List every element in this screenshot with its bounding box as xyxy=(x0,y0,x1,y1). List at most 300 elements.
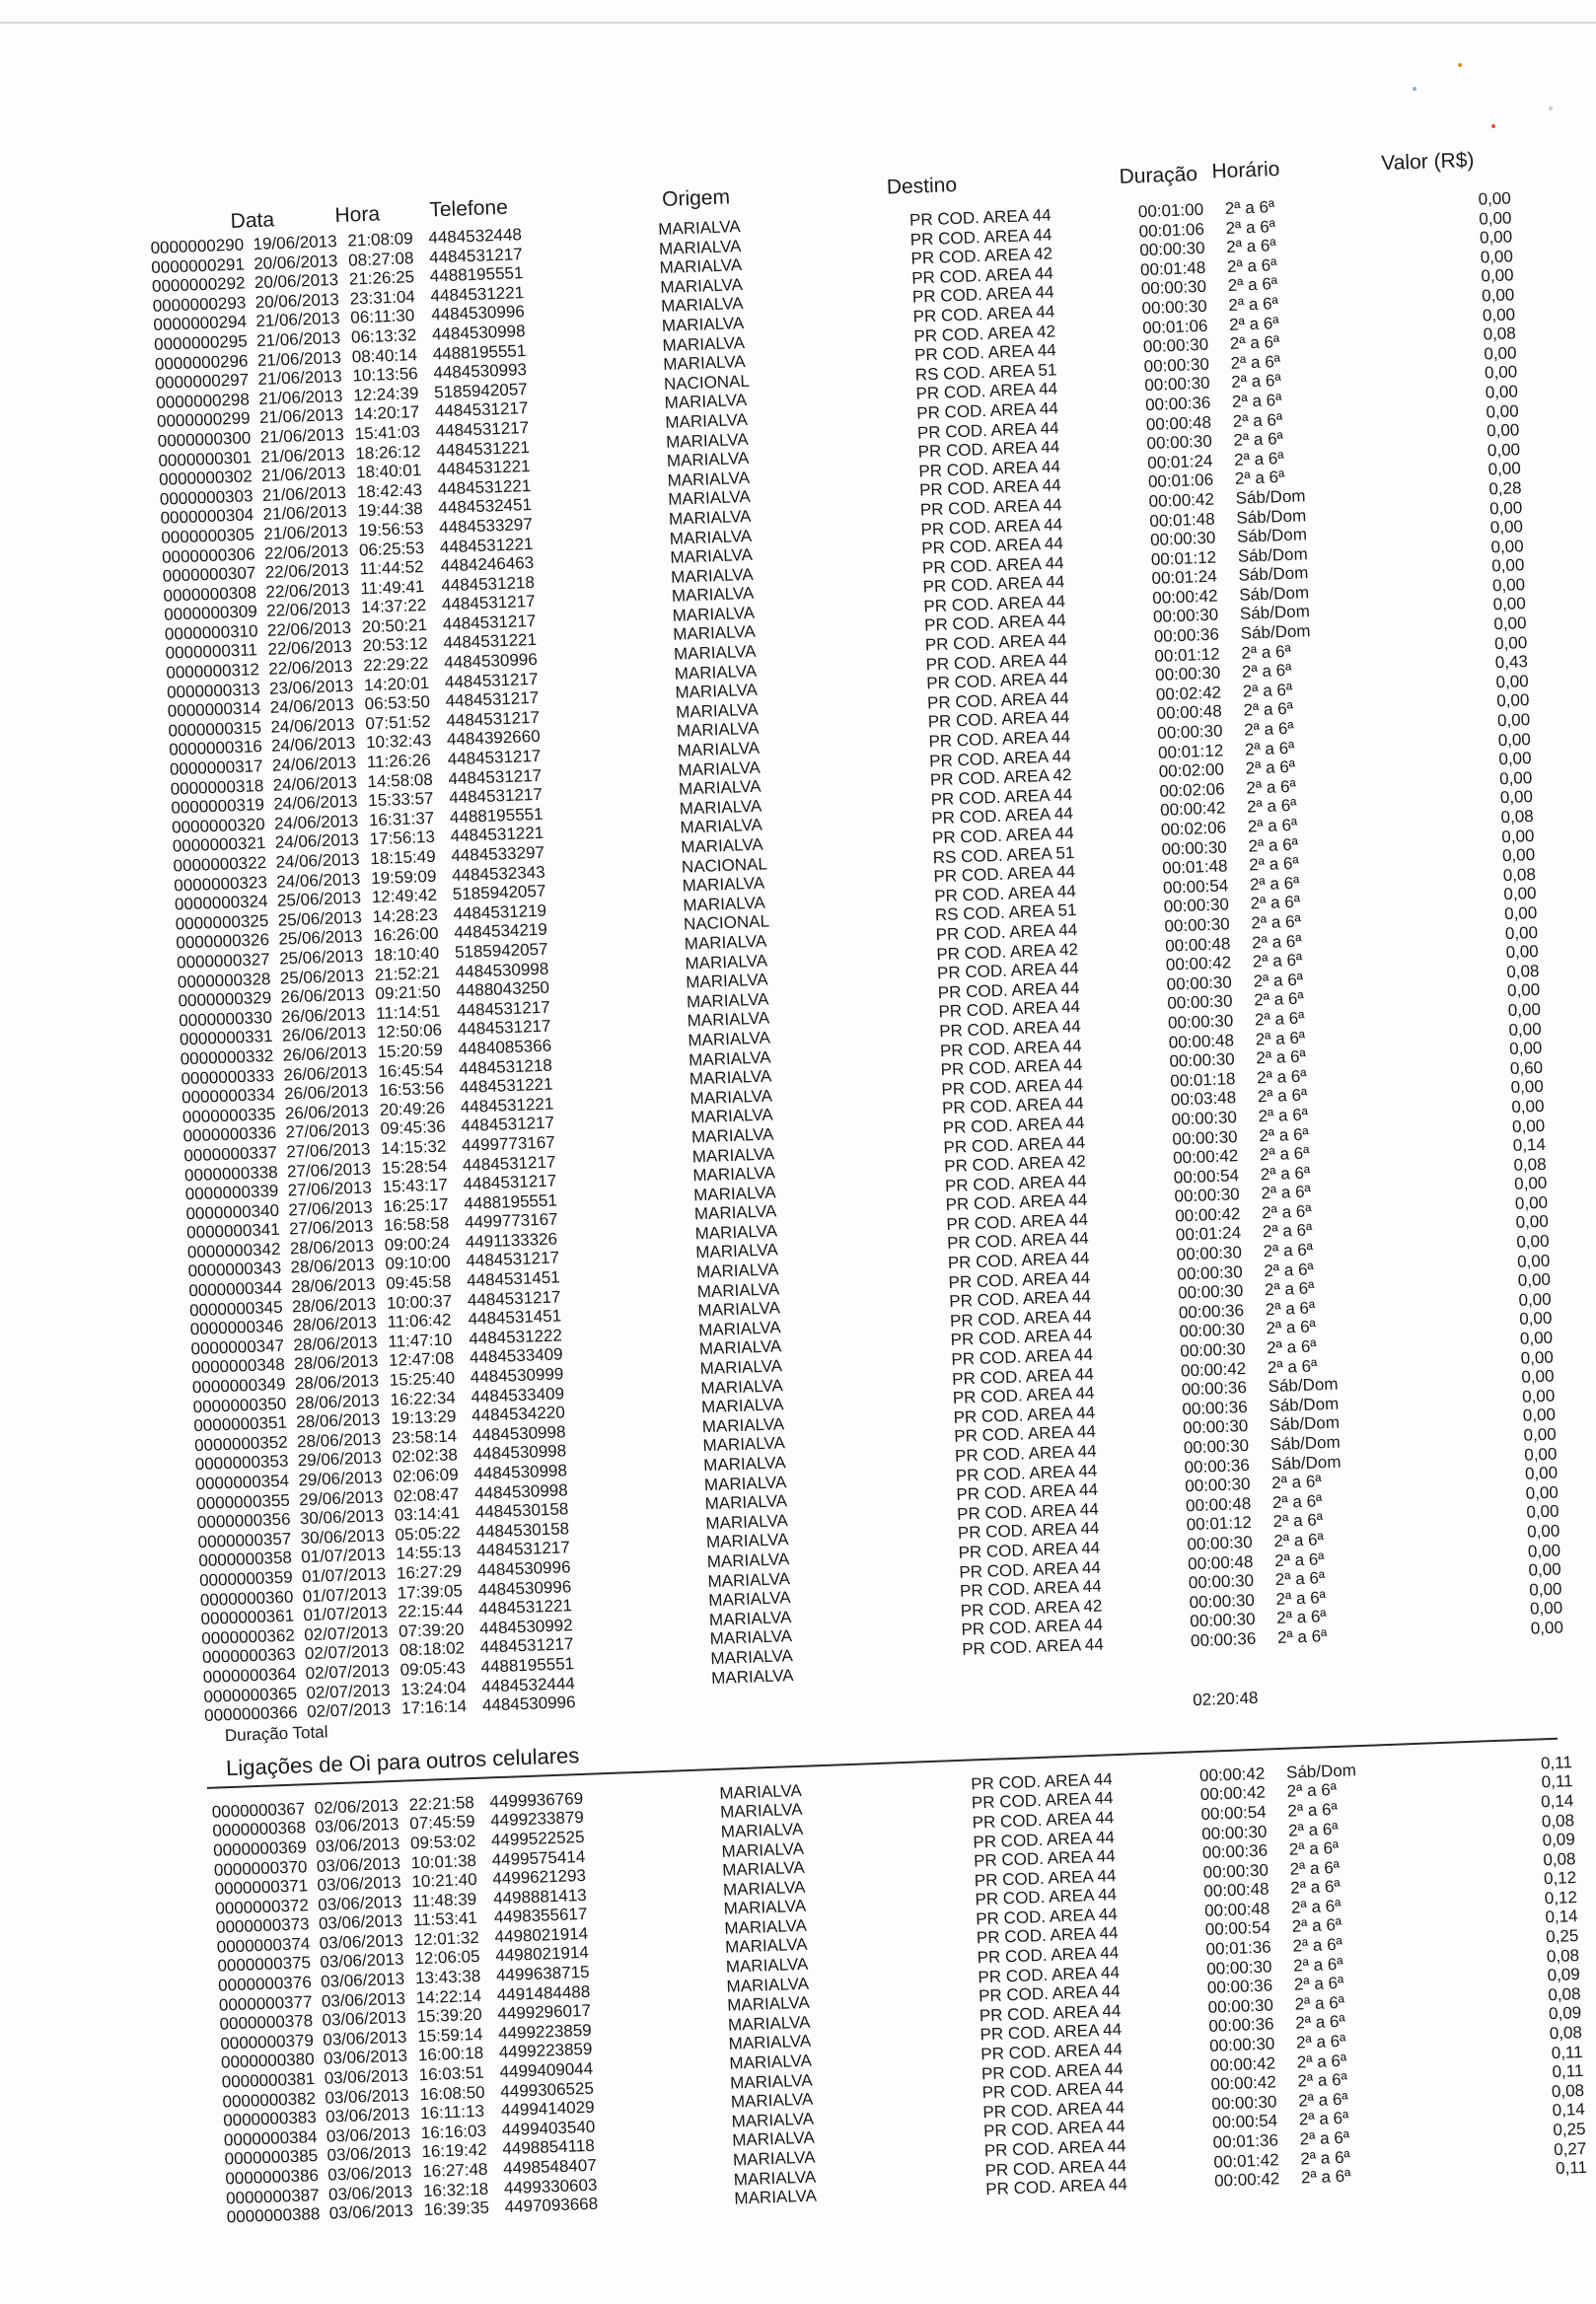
call-origin: MARIALVA xyxy=(686,989,769,1012)
call-value: 0,00 xyxy=(1524,1463,1559,1483)
call-period: 2ª a 6ª xyxy=(1293,1974,1344,1994)
call-period: Sáb/Dom xyxy=(1237,543,1308,566)
call-duration: 00:00:36 xyxy=(1153,624,1220,647)
call-duration: 00:00:42 xyxy=(1174,1204,1241,1226)
call-value: 0,08 xyxy=(1500,806,1535,828)
call-duration: 00:00:30 xyxy=(1167,991,1233,1014)
call-time: 17:16:14 xyxy=(400,1696,468,1718)
call-duration: 00:00:30 xyxy=(1142,334,1209,357)
call-value: 0,00 xyxy=(1522,1404,1557,1426)
call-destination: PR COD. AREA 44 xyxy=(958,1538,1101,1562)
call-value: 0,00 xyxy=(1487,459,1522,479)
call-destination: PR COD. AREA 42 xyxy=(943,1151,1087,1177)
call-phone: 4484531451 xyxy=(466,1267,561,1290)
call-destination: PR COD. AREA 44 xyxy=(911,282,1054,308)
call-date: 26/06/2013 xyxy=(280,1004,366,1027)
call-duration: 00:00:48 xyxy=(1156,701,1223,724)
call-origin: NACIONAL xyxy=(683,911,770,934)
call-id: 0000000304 xyxy=(160,505,254,529)
call-date: 27/06/2013 xyxy=(285,1119,370,1142)
call-duration: 00:00:30 xyxy=(1188,1571,1255,1593)
call-destination: PR COD. AREA 44 xyxy=(959,1557,1102,1582)
call-origin: MARIALVA xyxy=(678,757,762,780)
call-period: 2ª a 6ª xyxy=(1228,313,1279,334)
call-id: 0000000335 xyxy=(181,1104,276,1127)
call-date: 30/06/2013 xyxy=(299,1506,385,1529)
call-date: 03/06/2013 xyxy=(324,2065,409,2088)
header-horario: Horário xyxy=(1211,157,1280,183)
call-destination: PR COD. AREA 44 xyxy=(953,1403,1096,1427)
call-period: 2ª a 6ª xyxy=(1267,1356,1318,1377)
call-destination: PR COD. AREA 44 xyxy=(950,1326,1093,1350)
call-date: 21/06/2013 xyxy=(262,502,347,525)
call-period: 2ª a 6ª xyxy=(1254,1008,1305,1030)
call-id: 0000000351 xyxy=(193,1412,288,1436)
call-time: 09:21:50 xyxy=(375,981,441,1004)
call-value: 0,00 xyxy=(1523,1424,1557,1445)
call-phone: 5185942057 xyxy=(452,881,546,904)
call-date: 24/06/2013 xyxy=(272,772,358,795)
call-date: 28/06/2013 xyxy=(294,1371,380,1394)
call-id: 0000000315 xyxy=(168,718,262,741)
call-value: 0,00 xyxy=(1481,265,1514,286)
call-value: 0,08 xyxy=(1505,961,1540,981)
call-origin: MARIALVA xyxy=(673,622,757,645)
call-duration: 00:00:30 xyxy=(1166,972,1233,994)
call-period: 2ª a 6ª xyxy=(1266,1317,1317,1338)
total-label: Duração Total xyxy=(224,1722,328,1745)
call-value: 0,00 xyxy=(1492,594,1527,614)
call-origin: MARIALVA xyxy=(680,834,763,857)
call-period: 2ª a 6ª xyxy=(1296,2051,1347,2072)
call-origin: MARIALVA xyxy=(693,1201,777,1224)
call-value: 0,00 xyxy=(1506,980,1541,1001)
call-value: 0,00 xyxy=(1516,1251,1551,1271)
call-value: 0,00 xyxy=(1511,1116,1546,1136)
call-period: 2ª a 6ª xyxy=(1247,815,1298,836)
call-destination: PR COD. AREA 44 xyxy=(978,1981,1122,2006)
call-phone: 4499330603 xyxy=(503,2175,598,2197)
call-period: 2ª a 6ª xyxy=(1231,371,1282,393)
call-duration: 00:00:36 xyxy=(1190,1628,1257,1651)
call-phone: 4497093668 xyxy=(504,2194,599,2217)
call-phone: 4484531221 xyxy=(439,534,534,556)
call-destination: RS COD. AREA 51 xyxy=(932,842,1075,867)
call-destination: PR COD. AREA 44 xyxy=(972,1808,1115,1833)
call-destination: PR COD. AREA 44 xyxy=(908,205,1052,230)
call-origin: MARIALVA xyxy=(707,1588,791,1611)
call-date: 03/06/2013 xyxy=(321,1988,406,2011)
call-destination: PR COD. AREA 42 xyxy=(960,1596,1103,1620)
call-time: 19:59:09 xyxy=(370,866,437,888)
call-id: 0000000342 xyxy=(186,1239,281,1262)
call-id: 0000000316 xyxy=(168,737,263,760)
call-period: 2ª a 6ª xyxy=(1227,274,1278,296)
call-id: 0000000370 xyxy=(213,1856,308,1880)
call-origin: MARIALVA xyxy=(724,1935,808,1958)
call-id: 0000000357 xyxy=(197,1529,292,1551)
call-destination: PR COD. AREA 44 xyxy=(913,340,1057,365)
call-period: 2ª a 6ª xyxy=(1300,2166,1351,2188)
call-duration: 00:01:36 xyxy=(1212,2130,1279,2152)
call-time: 11:44:52 xyxy=(359,557,424,579)
total-duration: 02:20:48 xyxy=(1192,1688,1259,1709)
call-phone: 4484531217 xyxy=(448,765,543,788)
call-duration: 00:00:30 xyxy=(1179,1339,1246,1361)
call-period: 2ª a 6ª xyxy=(1244,738,1295,759)
call-duration: 00:01:24 xyxy=(1175,1223,1242,1245)
call-destination: PR COD. AREA 44 xyxy=(961,1615,1104,1640)
call-destination: PR COD. AREA 44 xyxy=(912,302,1055,326)
header-destino: Destino xyxy=(886,173,958,199)
call-id: 0000000348 xyxy=(190,1355,286,1378)
call-origin: MARIALVA xyxy=(665,409,749,432)
call-time: 21:52:21 xyxy=(374,963,441,984)
call-phone: 4498854118 xyxy=(502,2136,596,2159)
call-date: 03/06/2013 xyxy=(327,2182,413,2204)
call-phone: 4484531221 xyxy=(435,437,531,460)
call-time: 13:24:04 xyxy=(399,1677,467,1699)
call-destination: PR COD. AREA 44 xyxy=(931,824,1074,848)
call-duration: 00:00:42 xyxy=(1180,1358,1247,1381)
call-date: 01/07/2013 xyxy=(301,1564,387,1587)
call-destination: PR COD. AREA 44 xyxy=(975,1905,1119,1929)
call-value: 0,00 xyxy=(1530,1618,1564,1638)
call-phone: 4484530996 xyxy=(476,1557,571,1580)
call-time: 15:25:40 xyxy=(389,1368,456,1390)
call-id: 0000000388 xyxy=(226,2204,321,2227)
call-value: 0,14 xyxy=(1552,2100,1586,2121)
call-date: 25/06/2013 xyxy=(277,907,363,930)
call-time: 15:41:03 xyxy=(354,422,421,444)
call-date: 03/06/2013 xyxy=(320,1969,405,1991)
call-phone: 4484531217 xyxy=(479,1634,574,1657)
call-duration: 00:00:42 xyxy=(1172,1146,1239,1168)
call-value: 0,08 xyxy=(1543,1848,1576,1869)
call-time: 11:49:41 xyxy=(360,576,425,599)
call-date: 24/06/2013 xyxy=(269,694,355,718)
call-phone: 4491133326 xyxy=(465,1229,558,1252)
call-destination: PR COD. AREA 44 xyxy=(924,630,1067,655)
call-phone: 4484531221 xyxy=(459,1074,553,1098)
call-phone: 4484392660 xyxy=(446,727,541,750)
call-destination: RS COD. AREA 51 xyxy=(934,900,1077,925)
call-phone: 4484530996 xyxy=(481,1692,576,1715)
call-date: 26/06/2013 xyxy=(281,1023,367,1045)
call-time: 21:08:09 xyxy=(347,229,413,251)
call-phone: 4499575414 xyxy=(491,1846,586,1869)
call-time: 18:26:12 xyxy=(355,441,421,464)
call-id: 0000000345 xyxy=(188,1297,283,1320)
call-destination: PR COD. AREA 44 xyxy=(971,1788,1114,1813)
call-phone: 4484530996 xyxy=(443,649,539,673)
call-origin: MARIALVA xyxy=(692,1163,776,1186)
call-id: 0000000325 xyxy=(175,910,269,934)
call-id: 0000000376 xyxy=(217,1973,313,1995)
call-date: 03/06/2013 xyxy=(315,1815,399,1837)
call-origin: MARIALVA xyxy=(720,1819,804,1841)
call-time: 16:53:56 xyxy=(378,1078,445,1101)
call-destination: PR COD. AREA 44 xyxy=(941,1094,1085,1118)
call-time: 14:20:01 xyxy=(363,673,430,694)
call-time: 02:02:38 xyxy=(392,1445,459,1468)
call-id: 0000000375 xyxy=(217,1953,312,1977)
call-duration: 00:01:24 xyxy=(1151,566,1218,589)
call-destination: PR COD. AREA 44 xyxy=(970,1768,1114,1794)
call-value: 0,00 xyxy=(1507,999,1542,1020)
call-id: 0000000334 xyxy=(181,1085,276,1108)
call-date: 28/06/2013 xyxy=(291,1293,377,1317)
call-value: 0,25 xyxy=(1553,2119,1586,2140)
call-id: 0000000367 xyxy=(211,1799,306,1822)
call-value: 0,00 xyxy=(1478,188,1512,209)
call-time: 18:40:01 xyxy=(355,461,422,482)
call-duration: 00:00:30 xyxy=(1172,1126,1238,1149)
call-date: 22/06/2013 xyxy=(263,540,349,563)
call-origin: MARIALVA xyxy=(658,236,742,258)
call-period: Sáb/Dom xyxy=(1270,1452,1342,1474)
call-date: 25/06/2013 xyxy=(278,926,363,950)
call-phone: 4484530998 xyxy=(455,959,549,981)
call-period: 2ª a 6ª xyxy=(1262,1220,1313,1242)
call-destination: PR COD. AREA 44 xyxy=(915,398,1059,423)
call-destination: PR COD. AREA 44 xyxy=(941,1074,1084,1099)
call-value: 0,00 xyxy=(1499,787,1534,808)
call-date: 26/06/2013 xyxy=(280,984,365,1007)
call-phone: 4484531217 xyxy=(435,417,530,441)
call-destination: PR COD. AREA 44 xyxy=(977,1943,1120,1968)
call-value: 0,12 xyxy=(1544,1887,1578,1908)
call-date: 22/06/2013 xyxy=(266,617,352,640)
call-duration: 00:00:30 xyxy=(1143,354,1210,376)
call-origin: MARIALVA xyxy=(734,2186,818,2208)
call-destination: PR COD. AREA 44 xyxy=(973,1846,1116,1871)
call-destination: PR COD. AREA 44 xyxy=(946,1209,1089,1234)
call-phone: 5185942057 xyxy=(433,379,529,402)
call-date: 03/06/2013 xyxy=(317,1872,401,1895)
call-id: 0000000324 xyxy=(174,892,268,914)
call-duration: 00:00:42 xyxy=(1151,586,1218,608)
call-origin: MARIALVA xyxy=(657,217,742,240)
call-value: 0,08 xyxy=(1549,2023,1583,2044)
call-period: 2ª a 6ª xyxy=(1258,1105,1309,1126)
call-date: 03/06/2013 xyxy=(322,2027,407,2050)
call-date: 20/06/2013 xyxy=(254,270,339,293)
call-period: Sáb/Dom xyxy=(1240,621,1311,643)
call-date: 03/06/2013 xyxy=(326,2162,412,2185)
call-phone: 4484530998 xyxy=(431,322,526,344)
call-duration: 00:00:36 xyxy=(1178,1300,1245,1323)
call-value: 0,08 xyxy=(1548,1983,1581,2005)
call-origin: MARIALVA xyxy=(705,1510,789,1533)
call-duration: 00:00:30 xyxy=(1179,1320,1246,1341)
call-origin: MARIALVA xyxy=(674,661,758,684)
call-duration: 00:00:36 xyxy=(1181,1378,1248,1400)
call-duration: 00:00:30 xyxy=(1182,1416,1249,1438)
call-id: 0000000305 xyxy=(161,525,255,547)
call-value: 0,00 xyxy=(1515,1212,1550,1233)
call-phone: 4499233879 xyxy=(489,1808,585,1831)
call-origin: MARIALVA xyxy=(731,2127,816,2151)
call-duration: 00:00:30 xyxy=(1140,277,1207,299)
call-value: 0,00 xyxy=(1518,1309,1553,1330)
call-value: 0,08 xyxy=(1502,864,1537,885)
call-period: 2ª a 6ª xyxy=(1274,1568,1326,1590)
call-phone: 4484531217 xyxy=(457,1016,551,1040)
call-duration: 00:00:48 xyxy=(1203,1899,1270,1920)
call-destination: PR COD. AREA 44 xyxy=(927,707,1070,732)
call-id: 0000000378 xyxy=(219,2011,314,2034)
call-time: 11:48:39 xyxy=(411,1889,477,1911)
call-time: 06:11:30 xyxy=(350,306,415,327)
call-period: 2ª a 6ª xyxy=(1287,1819,1339,1840)
call-date: 21/06/2013 xyxy=(256,347,342,370)
call-duration: 00:00:30 xyxy=(1144,374,1210,396)
call-destination: PR COD. AREA 42 xyxy=(910,244,1053,268)
call-id: 0000000299 xyxy=(156,408,251,432)
call-phone: 4484531221 xyxy=(478,1596,573,1619)
call-id: 0000000333 xyxy=(181,1065,275,1088)
call-duration: 00:00:42 xyxy=(1148,489,1215,511)
call-value: 0,00 xyxy=(1495,671,1529,692)
call-time: 16:16:03 xyxy=(420,2121,487,2142)
call-value: 0,00 xyxy=(1503,884,1537,904)
call-value: 0,00 xyxy=(1482,304,1516,325)
call-value: 0,00 xyxy=(1480,247,1514,267)
call-time: 23:31:04 xyxy=(349,286,416,309)
section-mobile-calls xyxy=(207,1752,1588,2227)
call-id: 0000000318 xyxy=(170,775,264,799)
call-origin: MARIALVA xyxy=(680,816,763,838)
scan-speck xyxy=(1413,87,1416,91)
call-phone: 4484531451 xyxy=(468,1306,562,1330)
call-destination: PR COD. AREA 44 xyxy=(981,2078,1124,2103)
call-duration: 00:02:00 xyxy=(1158,759,1225,782)
call-time: 18:42:43 xyxy=(356,479,423,502)
call-origin: MARIALVA xyxy=(696,1278,780,1302)
call-id: 0000000350 xyxy=(192,1394,287,1416)
call-destination: PR COD. AREA 42 xyxy=(913,321,1056,346)
call-period: 2ª a 6ª xyxy=(1228,294,1279,315)
call-origin: MARIALVA xyxy=(660,294,744,317)
call-origin: MARIALVA xyxy=(688,1046,771,1070)
call-id: 0000000343 xyxy=(187,1259,282,1281)
call-date: 21/06/2013 xyxy=(260,463,346,486)
call-destination: PR COD. AREA 44 xyxy=(948,1267,1091,1292)
call-time: 19:56:53 xyxy=(357,518,424,540)
call-phone: 4484531217 xyxy=(475,1538,571,1561)
call-period: 2ª a 6ª xyxy=(1253,970,1304,991)
call-destination: PR COD. AREA 44 xyxy=(948,1286,1092,1312)
call-date: 21/06/2013 xyxy=(257,367,342,390)
call-period: 2ª a 6ª xyxy=(1233,448,1284,469)
call-value: 0,00 xyxy=(1516,1231,1550,1252)
call-value: 0,00 xyxy=(1510,1077,1545,1098)
call-time: 16:08:50 xyxy=(419,2082,485,2104)
call-destination: PR COD. AREA 44 xyxy=(959,1576,1102,1601)
call-origin: MARIALVA xyxy=(701,1414,785,1437)
call-duration: 00:00:30 xyxy=(1177,1281,1244,1303)
call-time: 16:25:17 xyxy=(383,1194,449,1216)
call-duration: 00:00:48 xyxy=(1164,933,1231,956)
call-duration: 00:00:48 xyxy=(1145,412,1212,434)
call-value: 0,00 xyxy=(1498,767,1533,789)
call-time: 16:31:37 xyxy=(368,808,435,830)
call-origin: MARIALVA xyxy=(667,468,751,490)
call-time: 15:43:17 xyxy=(382,1175,449,1197)
call-period: 2ª a 6ª xyxy=(1287,1799,1339,1821)
call-period: 2ª a 6ª xyxy=(1234,468,1285,489)
call-value: 0,09 xyxy=(1547,1965,1581,1985)
call-origin: MARIALVA xyxy=(721,1838,805,1861)
call-id: 0000000301 xyxy=(158,447,253,470)
call-origin: MARIALVA xyxy=(672,603,756,625)
call-phone: 4488195551 xyxy=(463,1190,558,1213)
call-period: 2ª a 6ª xyxy=(1291,1915,1342,1937)
call-period: 2ª a 6ª xyxy=(1257,1085,1308,1107)
call-value: 0,00 xyxy=(1488,497,1523,518)
call-duration: 00:00:30 xyxy=(1189,1590,1256,1613)
call-origin: MARIALVA xyxy=(726,1974,810,1996)
call-id: 0000000290 xyxy=(150,235,245,257)
call-period: 2ª a 6ª xyxy=(1233,429,1284,450)
call-destination: PR COD. AREA 44 xyxy=(954,1441,1097,1466)
call-destination: PR COD. AREA 44 xyxy=(923,592,1066,616)
call-origin: MARIALVA xyxy=(729,2070,813,2093)
call-destination: PR COD. AREA 44 xyxy=(916,417,1059,443)
call-origin: MARIALVA xyxy=(702,1433,786,1456)
call-origin: MARIALVA xyxy=(689,1105,774,1127)
call-phone: 4484531221 xyxy=(460,1094,554,1116)
call-phone: 4498021914 xyxy=(494,1923,589,1947)
call-duration: 00:03:48 xyxy=(1170,1088,1237,1110)
call-origin: MARIALVA xyxy=(675,699,759,722)
call-id: 0000000307 xyxy=(162,563,256,586)
call-phone: 4484531217 xyxy=(448,784,544,808)
call-id: 0000000358 xyxy=(198,1548,293,1571)
call-value: 0,60 xyxy=(1509,1057,1544,1078)
call-duration: 00:00:30 xyxy=(1202,1860,1270,1882)
call-time: 20:50:21 xyxy=(361,614,428,637)
call-destination: PR COD. AREA 44 xyxy=(937,977,1080,1002)
call-phone: 4498021914 xyxy=(494,1943,590,1966)
call-time: 09:45:58 xyxy=(385,1271,452,1293)
call-id: 0000000330 xyxy=(178,1007,273,1031)
call-value: 0,00 xyxy=(1486,420,1520,441)
call-value: 0,00 xyxy=(1498,749,1532,769)
call-date: 22/06/2013 xyxy=(267,637,353,660)
call-phone: 4499409044 xyxy=(499,2058,594,2082)
call-period: 2ª a 6ª xyxy=(1275,1607,1328,1628)
call-origin: MARIALVA xyxy=(662,332,746,355)
call-phone: 4484534219 xyxy=(453,920,548,943)
call-destination: PR COD. AREA 44 xyxy=(930,784,1073,810)
call-origin: MARIALVA xyxy=(721,1857,806,1880)
call-duration: 00:00:42 xyxy=(1210,2072,1277,2095)
call-origin: MARIALVA xyxy=(700,1395,784,1417)
call-period: 2ª a 6ª xyxy=(1292,1934,1343,1956)
call-value: 0,12 xyxy=(1543,1868,1577,1889)
call-origin: MARIALVA xyxy=(664,391,748,413)
call-date: 21/06/2013 xyxy=(262,521,348,543)
call-destination: PR COD. AREA 44 xyxy=(938,1016,1082,1042)
call-time: 16:11:13 xyxy=(419,2102,485,2124)
call-destination: PR COD. AREA 44 xyxy=(982,2097,1125,2123)
call-time: 11:06:42 xyxy=(387,1310,452,1332)
call-duration: 00:01:18 xyxy=(1169,1068,1236,1091)
call-value: 0,00 xyxy=(1487,439,1521,461)
call-value: 0,00 xyxy=(1526,1501,1560,1523)
